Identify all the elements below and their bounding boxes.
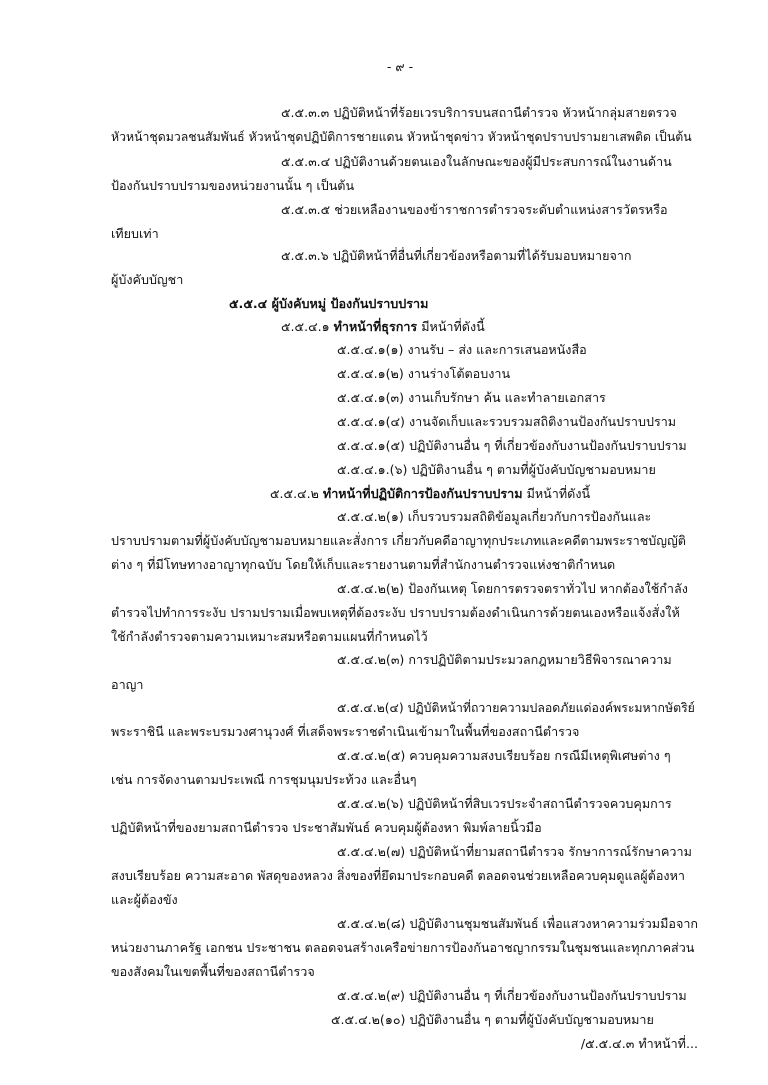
- continuation-line: สงบเรียบร้อย ความสะอาด พัสดุของหลวง สิ่งของที่ยึดมาประกอบคดี ตลอดจนช่วยเหลือควบคุมดูแลผู้ต้องหา: [111, 868, 685, 883]
- subsection-suffix: มีหน้าที่ดังนี้: [421, 319, 485, 334]
- clause-text: ปฏิบัติงานอื่น ๆ ที่เกี่ยวข้องกับงานป้องกันปราบปราม: [408, 988, 687, 1003]
- clause-text: ปฏิบัติหน้าที่ร้อยเวรบริการบนสถานีตำรวจ หัวหน้ากลุ่มสายตรวจ: [333, 105, 677, 120]
- clause-5-5-3-5: [281, 201, 668, 219]
- clause-text: ช่วยเหลืองานของข้าราชการตำรวจระดับตำแหน่งสารวัตรหรือ: [334, 202, 668, 217]
- continuation-line: หัวหน้าชุดมวลชนสัมพันธ์ หัวหน้าชุดปฏิบัติการชายแดน หัวหน้าชุดข่าว หัวหน้าชุดปราบปรามยาเสพติด เป็นต้น: [111, 130, 692, 144]
- list-item: [337, 389, 606, 407]
- clause-code: ๕.๕.๓.๔: [281, 154, 331, 169]
- clause-code: ๕.๕.๔.๒(๔): [337, 701, 404, 715]
- section-title: ผู้บังคับหมู่ ป้องกันปราบปราม: [271, 296, 429, 311]
- list-item: [337, 795, 672, 813]
- clause-text: ปฏิบัติงานชุมชนสัมพันธ์ เพื่อแสวงหาความร่วมมือจาก: [409, 916, 699, 931]
- clause-code: ๕.๕.๔.๑: [281, 319, 330, 334]
- clause-text: ปฏิบัติหน้าที่ยามสถานีตำรวจ รักษาการณ์รักษาความ: [409, 844, 692, 859]
- list-item: [337, 843, 692, 861]
- continuation-line: ต่าง ๆ ที่มีโทษทางอาญาทุกฉบับ โดยให้เก็บและรายงานตามที่สำนักงานตำรวจแห่งชาติกำหนด: [111, 557, 616, 572]
- clause-text: ปฏิบัติงานอื่น ๆ ที่เกี่ยวข้องกับงานป้องกันปราบปราม: [408, 438, 687, 453]
- clause-code: ๕.๕.๔.๒(๑๐): [331, 1012, 406, 1027]
- list-item: [337, 915, 698, 933]
- clause-code: ๕.๕.๔.๒(๗): [337, 844, 406, 859]
- continuation-line: และผู้ต้องขัง: [111, 892, 178, 907]
- clause-text: เก็บรวบรวมสถิติข้อมูลเกี่ยวกับการป้องกันและ: [407, 509, 652, 524]
- clause-code: ๕.๕.๔.๒(๕): [337, 748, 406, 763]
- clause-code: ๕.๕.๔.๑(๔): [337, 414, 405, 429]
- clause-text: การปฏิบัติตามประมวลกฎหมายวิธีพิจารณาความ: [408, 652, 672, 667]
- list-item: [337, 413, 676, 431]
- clause-code: ๕.๕.๔.๒: [270, 486, 319, 501]
- continuation-line: ปฏิบัติหน้าที่ของยามสถานีตำรวจ ประชาสัมพันธ์ ควบคุมผู้ต้องหา พิมพ์ลายนิ้วมือ: [111, 820, 542, 835]
- subsection-5-5-4-2: [270, 485, 590, 503]
- continuation-line: อาญา: [111, 677, 144, 692]
- clause-5-5-3-3: [281, 104, 677, 122]
- continuation-line: ตำรวจไปทำการระงับ ปรามปรามเมื่อพบเหตุที่ต้องระงับ ปราบปรามต้องดำเนินการด้วยตนเองหรือแจ้งสั่งให้: [111, 605, 680, 620]
- list-item: [337, 365, 510, 383]
- continuation-line: ปราบปรามตามที่ผู้บังคับบัญชามอบหมายและสั่งการ เกี่ยวกับคดีอาญาทุกประเภทและคดีตามพระราชบัญญัติ: [111, 533, 686, 548]
- clause-code: ๕.๕.๔.๑(๓): [337, 390, 405, 405]
- clause-5-5-3-6: [281, 247, 632, 265]
- clause-text: ควบคุมความสงบเรียบร้อย กรณีมีเหตุพิเศษต่าง ๆ: [409, 748, 671, 763]
- continuation-line: ผู้บังคับบัญชา: [111, 272, 184, 287]
- clause-code: ๕.๕.๔.๒(๙): [337, 988, 405, 1003]
- clause-code: ๕.๕.๔.๑(๑): [337, 342, 404, 357]
- continuation-line: เทียบเท่า: [111, 226, 159, 241]
- subsection-title: ทำหน้าที่ปฏิบัติการป้องกันปราบปราม: [322, 486, 523, 501]
- list-item: [337, 651, 672, 669]
- clause-code: ๕.๕.๓.๕: [281, 202, 331, 217]
- clause-text: งานร่างโต้ตอบงาน: [407, 366, 511, 381]
- clause-code: ๕.๕.๓.๓: [281, 105, 330, 120]
- clause-code: ๕.๕.๔: [229, 296, 268, 311]
- clause-code: ๕.๕.๔.๑(๕): [337, 438, 405, 453]
- clause-text: ปฏิบัติหน้าที่สิบเวรประจำสถานีตำรวจควบคุมการ: [407, 796, 672, 811]
- continuation-line: หน่วยงานภาครัฐ เอกชน ประชาชน ตลอดจนสร้างเครือข่ายการป้องกันอาชญากรรมในชุมชนและทุกภาคส่วน: [111, 940, 695, 955]
- subsection-suffix: มีหน้าที่ดังนี้: [526, 486, 591, 501]
- clause-5-5-3-4: [281, 153, 672, 171]
- continuation-line: ใช้กำลังตำรวจตามความเหมาะสมหรือตามแผนที่กำหนดไว้: [111, 629, 428, 644]
- clause-text: ป้องกันเหตุ โดยการตรวจตราทั่วไป หากต้องใช้กำลัง: [408, 581, 688, 596]
- continuation-line: ของสังคมในเขตพื้นที่ของสถานีตำรวจ: [111, 964, 315, 979]
- clause-code: ๕.๕.๔.๒(๘): [337, 916, 406, 931]
- clause-code: ๕.๕.๔.๒(๒): [337, 581, 405, 596]
- clause-text: ปฏิบัติหน้าที่ถวายความปลอดภัยแด่องค์พระมหากษัตริย์: [407, 701, 695, 715]
- list-item: [337, 508, 651, 526]
- clause-code: ๕.๕.๔.๑.(๖): [337, 462, 408, 477]
- subsection-5-5-4-1: [281, 318, 485, 336]
- subsection-title: ทำหน้าที่ธุรการ: [333, 319, 418, 334]
- list-item: [331, 1011, 654, 1029]
- continuation-line: ป้องกันปราบปรามของหน่วยงานนั้น ๆ เป็นต้น: [111, 178, 355, 193]
- clause-code: ๕.๕.๔.๒(๖): [337, 796, 404, 811]
- clause-text: ปฏิบัติหน้าที่อื่นที่เกี่ยวข้องหรือตามที่ได้รับมอบหมายจาก: [332, 248, 632, 263]
- clause-text: งานเก็บรักษา ค้น และทำลายเอกสาร: [408, 390, 606, 405]
- list-item: [337, 699, 695, 717]
- clause-code: ๕.๕.๔.๑(๒): [337, 366, 404, 381]
- list-item: [337, 987, 687, 1005]
- list-item: [337, 437, 687, 455]
- section-heading-5-5-4: [229, 295, 428, 313]
- list-item: [337, 580, 688, 598]
- page-number: - ๙ -: [386, 59, 414, 74]
- continuation-line: เช่น การจัดงานตามประเพณี การชุมนุมประท้วง และอื่นๆ: [111, 772, 417, 787]
- clause-code: ๕.๕.๓.๖: [281, 248, 329, 263]
- clause-text: งานรับ – ส่ง และการเสนอหนังสือ: [407, 342, 587, 357]
- list-item: [337, 341, 587, 359]
- clause-text: ปฏิบัติงานอื่น ๆ ตามที่ผู้บังคับบัญชามอบหมาย: [409, 1012, 654, 1027]
- next-page-marker: /๕.๕.๔.๓ ทำหน้าที่...: [580, 1036, 698, 1051]
- clause-text: ปฏิบัติงานอื่น ๆ ตามที่ผู้บังคับบัญชามอบหมาย: [411, 462, 656, 477]
- list-item: [337, 747, 671, 765]
- clause-text: งานจัดเก็บและรวบรวมสถิติงานป้องกันปราบปราม: [408, 414, 677, 429]
- clause-text: ปฏิบัติงานด้วยตนเองในลักษณะของผู้มีประสบการณ์ในงานด้าน: [334, 154, 672, 169]
- list-item: [337, 461, 656, 479]
- clause-code: ๕.๕.๔.๒(๓): [337, 652, 405, 667]
- continuation-line: พระราชินี และพระบรมวงศานุวงศ์ ที่เสด็จพระราชดำเนินเข้ามาในพื้นที่ของสถานีตำรวจ: [111, 724, 580, 739]
- clause-code: ๕.๕.๔.๒(๑): [337, 509, 404, 524]
